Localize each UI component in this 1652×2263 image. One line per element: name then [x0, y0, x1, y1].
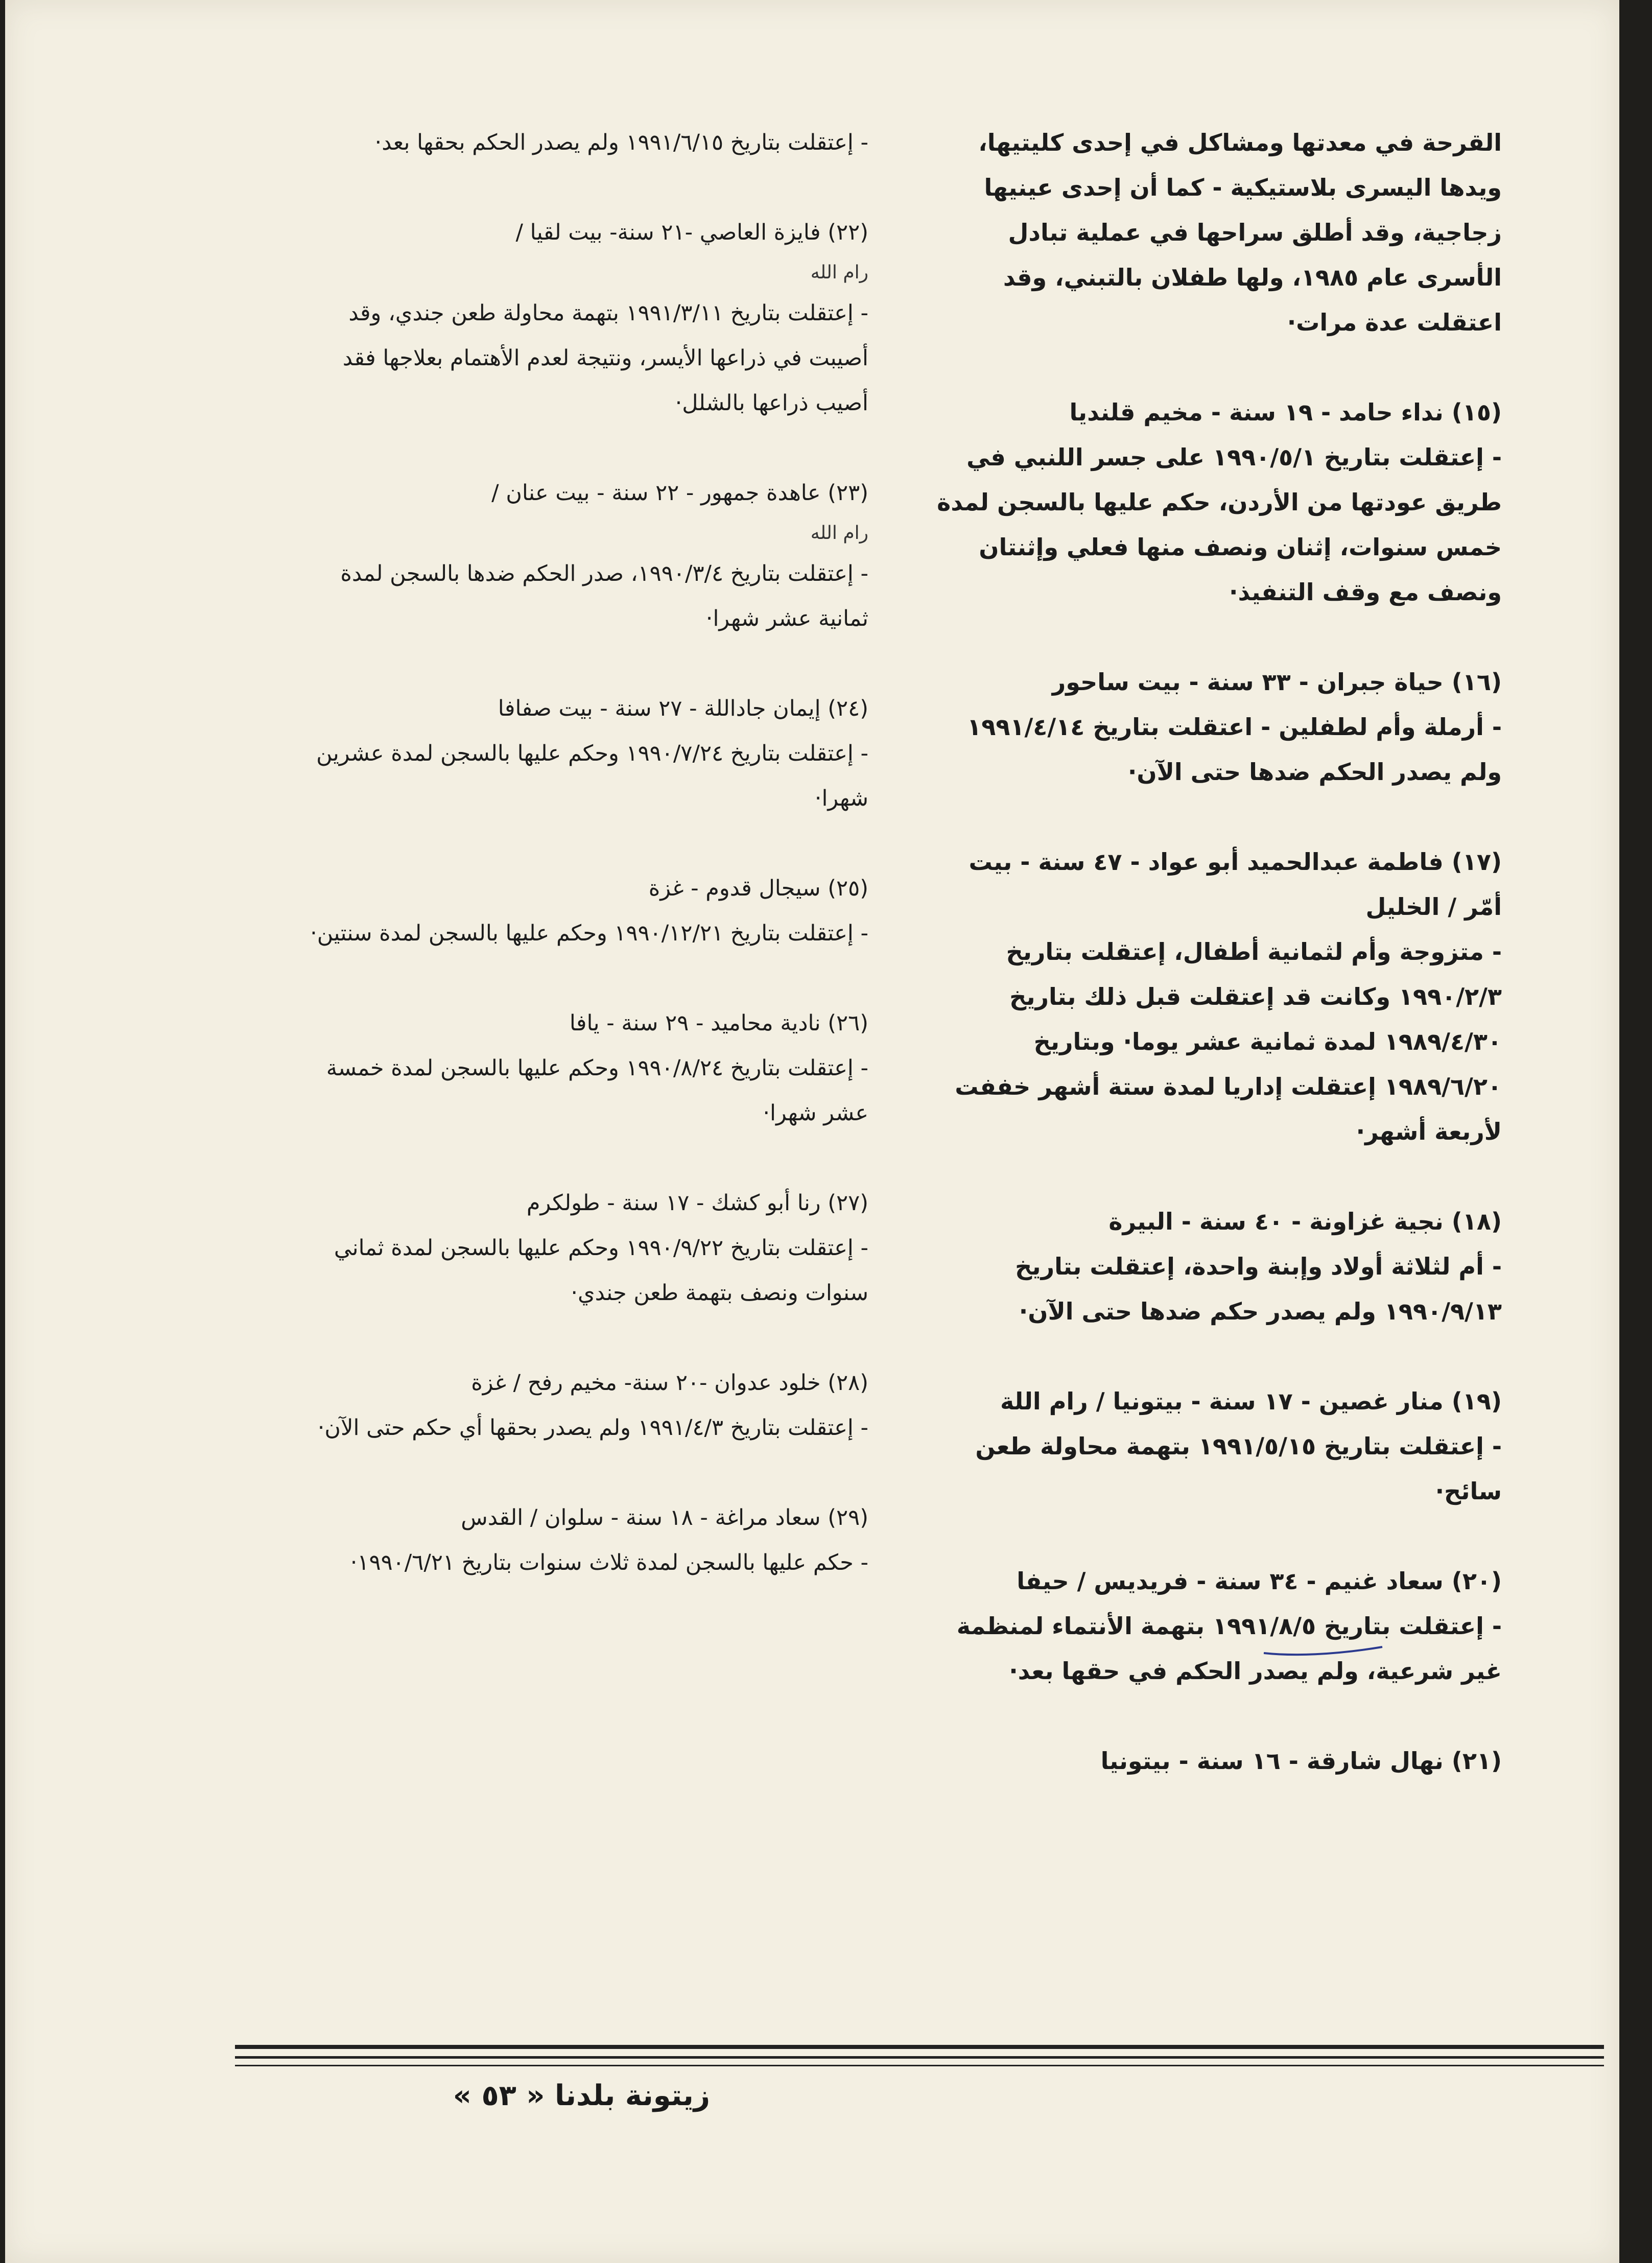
entry-heading: (١٩) منار غصين - ١٧ سنة - بيتونيا / رام اللة — [1000, 1387, 1502, 1415]
entry-body: - إعتقلت بتاريخ ١٩٩٠/٥/١ على جسر اللنبي في طريق عودتها من الأردن، حكم عليها بالسجن لمدة خمس سنوات، إثنان ونصف منها فعلي وإثنتان ونصف مع وقف التنفيذ· — [937, 443, 1502, 606]
entry-heading: (٢٢) فايزة العاصي -٢١ سنة- بيت لقيا / — [515, 220, 868, 245]
entry-body: - إعتقلت بتاريخ ١٩٩٠/٩/٢٢ وحكم عليها بالسجن لمدة ثماني سنوات ونصف بتهمة طعن جندي· — [334, 1235, 868, 1306]
prisoner-entry-18 — [930, 1199, 1502, 1334]
entry-heading: (٢٨) خلود عدوان -٢٠ سنة- مخيم رفح / غزة — [471, 1370, 868, 1396]
entry-body: - أم لثلاثة أولاد وإبنة واحدة، إعتقلت بتاريخ ١٩٩٠/٩/١٣ ولم يصدر حكم ضدها حتى الآن· — [1015, 1253, 1502, 1325]
entry-body: - إعتقلت بتاريخ ١٩٩٠/٨/٢٤ وحكم عليها بالسجن لمدة خمسة عشر شهرا· — [326, 1055, 868, 1126]
entry-body: - إعتقلت بتاريخ ١٩٩٠/٧/٢٤ وحكم عليها بالسجن لمدة عشرين شهرا· — [316, 741, 868, 811]
document-page — [5, 0, 1619, 2263]
pen-underline-mark — [1262, 1644, 1384, 1657]
prisoner-entry-16 — [930, 659, 1502, 794]
prisoner-entry-22 — [296, 210, 868, 426]
entry-heading: (١٨) نجية غزاونة - ٤٠ سنة - البيرة — [1108, 1208, 1502, 1235]
entry-heading: (٢٥) سيجال قدوم - غزة — [648, 876, 868, 901]
prisoner-entry-15 — [930, 390, 1502, 615]
prisoner-entry-24 — [296, 686, 868, 821]
entry-body: - إعتقلت بتاريخ ١٩٩١/٤/٣ ولم يصدر بحقها أي حكم حتى الآن· — [317, 1415, 868, 1441]
entry-heading: (١٧) فاطمة عبدالحميد أبو عواد - ٤٧ سنة - بيت أمّر / الخليل — [969, 848, 1502, 921]
entry-body: - أرملة وأم لطفلين - اعتقلت بتاريخ ١٩٩١/٤/١٤ ولم يصدر الحكم ضدها حتى الآن· — [967, 713, 1502, 786]
prisoner-entry-26 — [296, 1001, 868, 1136]
prisoner-entry-17 — [930, 839, 1502, 1154]
entry-heading: (١٥) نداء حامد - ١٩ سنة - مخيم قلنديا — [1069, 398, 1502, 426]
entry-heading: (٢٤) إيمان جاداللة - ٢٧ سنة - بيت صفافا — [498, 696, 868, 721]
entry-body: - إعتقلت بتاريخ ١٩٩١/٨/٥ بتهمة الأنتماء لمنظمة غير شرعية، ولم يصدر الحكم في حقها بعد· — [956, 1612, 1502, 1685]
entry-location: رام الله — [810, 523, 868, 544]
prisoner-entry-25 — [296, 866, 868, 956]
prisoner-entry-27 — [296, 1181, 868, 1315]
left-column — [296, 120, 868, 1630]
entry-heading: (٢٦) نادية محاميد - ٢٩ سنة - يافا — [569, 1010, 868, 1036]
entry-body: - إعتقلت بتاريخ ١٩٩٠/٣/٤، صدر الحكم ضدها بالسجن لمدة ثمانية عشر شهرا· — [340, 561, 868, 631]
prisoner-entry-21 — [930, 1738, 1502, 1783]
entry-location: رام الله — [810, 262, 868, 283]
entry-heading: (٢٣) عاهدة جمهور - ٢٢ سنة - بيت عنان / — [491, 480, 868, 506]
entry-heading: (٢٧) رنا أبو كشك - ١٧ سنة - طولكرم — [526, 1190, 868, 1216]
entry-body: - إعتقلت بتاريخ ١٩٩١/٥/١٥ بتهمة محاولة طعن سائح· — [975, 1432, 1502, 1505]
entry-body: - إعتقلت بتاريخ ١٩٩٠/١٢/٢١ وحكم عليها بالسجن لمدة سنتين· — [310, 921, 868, 946]
entry-heading: (٢١) نهال شارقة - ١٦ سنة - بيتونيا — [1100, 1747, 1502, 1775]
entry-body: - حكم عليها بالسجن لمدة ثلاث سنوات بتاريخ ١٩٩٠/٦/٢١· — [350, 1550, 868, 1575]
right-column-intro: القرحة في معدتها ومشاكل في إحدى كليتيها، ويدها اليسرى بلاستيكية - كما أن إحدى عينيها زجاجية، وقد أطلق سراحها في عملية تبادل الأسرى عام ١٩٨٥، ولها طفلان بالتبني، وقد اعتقلت عدة مرات· — [978, 129, 1502, 336]
entry-heading: (٢٠) سعاد غنيم - ٣٤ سنة - فريديس / حيفا — [1017, 1567, 1502, 1595]
footer-rule-thin — [235, 2065, 1604, 2066]
left-column-intro: - إعتقلت بتاريخ ١٩٩١/٦/١٥ ولم يصدر الحكم بحقها بعد· — [374, 130, 868, 155]
prisoner-entry-23 — [296, 470, 868, 641]
right-column — [930, 120, 1502, 1828]
prisoner-entry-29 — [296, 1495, 868, 1585]
prisoner-entry-19 — [930, 1379, 1502, 1514]
footer-rule-thick — [235, 2045, 1604, 2049]
footer-rule-medium — [235, 2056, 1604, 2059]
prisoner-entry-28 — [296, 1360, 868, 1450]
entry-heading: (١٦) حياة جبران - ٣٣ سنة - بيت ساحور — [1052, 668, 1502, 696]
page-footer: زيتونة بلدنا « ٥٣ » — [453, 2079, 710, 2112]
prisoner-entry-20 — [930, 1559, 1502, 1693]
entry-body: - إعتقلت بتاريخ ١٩٩١/٣/١١ بتهمة محاولة طعن جندي، وقد أصيبت في ذراعها الأيسر، ونتيجة لعدم الأهتمام بعلاجها فقد أصيب ذراعها بالشلل· — [342, 300, 868, 416]
entry-heading: (٢٩) سعاد مراغة - ١٨ سنة - سلوان / القدس — [461, 1505, 868, 1530]
entry-body: - متزوجة وأم لثمانية أطفال، إعتقلت بتاريخ ١٩٩٠/٢/٣ وكانت قد إعتقلت قبل ذلك بتاريخ ١٩٨٩/٤/٣٠ لمدة ثمانية عشر يوما· وبتاريخ ١٩٨٩/٦/٢٠ إعتقلت إداريا لمدة ستة أشهر خففت لأربعة أشهر· — [955, 938, 1502, 1145]
